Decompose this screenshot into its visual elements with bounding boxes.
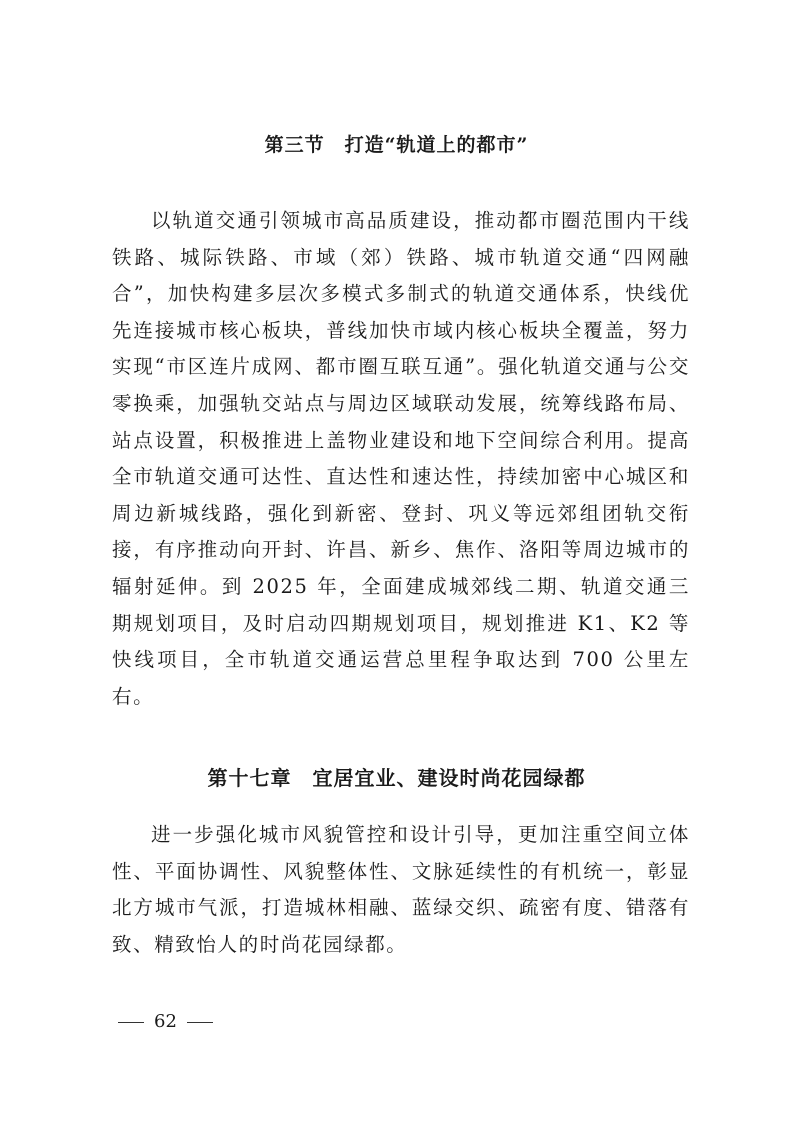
body-paragraph-rail-transit: 以轨道交通引领城市高品质建设，推动都市圈范围内干线铁路、城际铁路、市域（郊）铁路、城市轨道交通“四网融合”，加快构建多层次多模式多制式的轨道交通体系，快线优先连接城市核心板块，普线加快市域内核心板块全覆盖，努力实现“市区连片成网、都市圈互联互通”。强化轨道交通与公交零换乘，加强轨交站点与周边区域联动发展，统筹线路布局、站点设置，积极推进上盖物业建设和地下空间综合利用。提高全市轨道交通可达性、直达性和速达性，持续加密中心城区和周边新城线路，强化到新密、登封、巩义等远郊组团轨交衔接，有序推动向开封、许昌、新乡、焦作、洛阳等周边城市的辐射延伸。到 2025 年，全面建成城郊线二期、轨道交通三期规划项目，及时启动四期规划项目，规划推进 K1、K2 等快线项目，全市轨道交通运营总里程争取达到 700 公里左右。 — [112, 209, 690, 708]
chapter-heading: 第十七章 宜居宜业、建设时尚花园绿都 — [207, 766, 586, 790]
page-number: 62 — [154, 1011, 177, 1032]
section-heading: 第三节 打造“轨道上的都市” — [264, 134, 529, 156]
dash-left-decoration — [118, 1022, 144, 1023]
body-paragraph-garden-city: 进一步强化城市风貌管控和设计引导，更加注重空间立体性、平面协调性、风貌整体性、文脉延续性的有机统一，彰显北方城市气派，打造城林相融、蓝绿交织、疏密有度、错落有致、精致怡人的时尚花园绿都。 — [112, 823, 690, 956]
page-number-footer — [118, 1011, 213, 1032]
dash-right-decoration — [187, 1022, 213, 1023]
